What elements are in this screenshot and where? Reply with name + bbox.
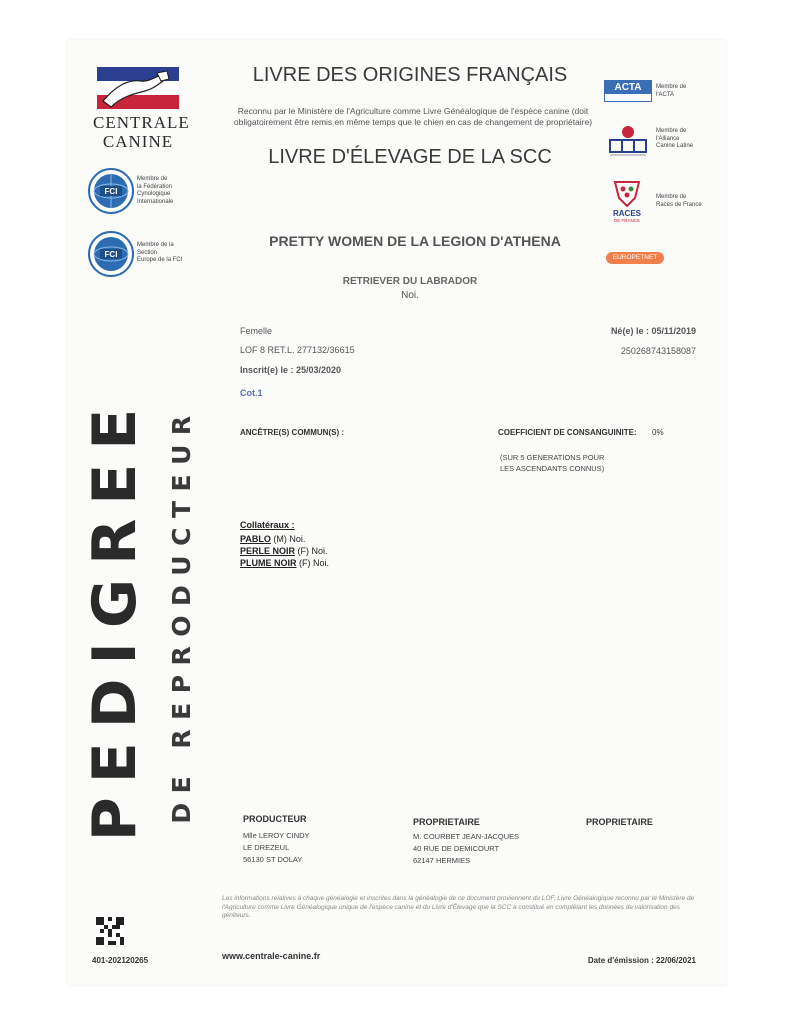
centrale-canine-logo-icon (97, 67, 179, 109)
fci-globe-icon (88, 168, 134, 214)
races-member-text: Membre de Races de France (656, 194, 702, 208)
qr-code-icon (96, 917, 124, 945)
second-owner-label: PROPRIETAIRE (586, 817, 653, 827)
alliance-canine-latine-icon (606, 124, 650, 158)
footer-disclaimer: Les informations relatives à chaque généalogie et inscrites dans la généalogie de ce document proviennent du LOF, Livre Généalogique reconnu par le Ministère de l'Agriculture comme Livre Généalogique unique de l'espèce canine et du Livre d'Élevage que la SCC a constitué en complétant les données de valorisation des géniteurs. (222, 895, 695, 919)
document-id: 401-202120265 (92, 956, 149, 965)
recognition-text: Reconnu par le Ministère de l'Agriculture comme Livre Généalogique de l'espèce canine (doit obligatoirement être remis en même temps que le chien en cas de changement de propriétaire) (233, 106, 593, 127)
europetnet-badge: EUROPETNET (606, 252, 664, 264)
fci-member-text-1: Membre de la Fédération Cynologique Internationale (137, 176, 174, 205)
dog-registration-date: Inscrit(e) le : 25/03/2020 (240, 365, 342, 375)
fci-label-1: FCI (104, 187, 118, 196)
website-link[interactable]: www.centrale-canine.fr (222, 951, 321, 961)
reproducteur-vertical-title (155, 380, 200, 850)
fci-label-2: FCI (104, 250, 118, 259)
pedigree-vertical-text: PEDIGREE (80, 394, 150, 842)
owner-label: PROPRIETAIRE (413, 817, 480, 827)
collaterals-list (240, 533, 329, 569)
common-ancestors-label: ANCÊTRE(S) COMMUN(S) : (240, 428, 344, 437)
list-item: PABLO (M) Noi. (240, 534, 306, 544)
logo-text-line2: CANINE (102, 132, 174, 151)
dog-birth-date: Né(e) le : 05/11/2019 (610, 326, 696, 336)
fci-member-text-2: Membre de la Section Europe de la FCI (137, 242, 183, 263)
acta-member-text: Membre de l'ACTA (656, 84, 687, 98)
document-title: LIVRE DES ORIGINES FRANÇAIS (252, 64, 568, 86)
races-logo-subtext: DE FRANCE (613, 218, 640, 223)
logo-text-line1: CENTRALE (93, 113, 190, 132)
producer-address: Mlle LEROY CINDY LE DREZEUL 56130 ST DOLAY (243, 831, 310, 864)
collaterals-label: Collatéraux : (240, 520, 295, 530)
pedigree-vertical-title (80, 368, 150, 868)
issue-date: Date d'émission : 22/06/2021 (587, 956, 696, 965)
coefficient-label: COEFFICIENT DE CONSANGUINITE: (498, 428, 637, 437)
races-logo-text: RACES (612, 209, 641, 218)
fci-europe-icon (88, 231, 134, 277)
dog-name: PRETTY WOMEN DE LA LEGION D'ATHENA (269, 233, 561, 249)
reproducteur-vertical-text: DE REPRODUCTEUR (167, 406, 196, 824)
producer-label: PRODUCTEUR (243, 814, 307, 824)
list-item: PLUME NOIR (F) Noi. (240, 558, 330, 568)
races-de-france-icon (612, 180, 642, 208)
alliance-member-text: Membre de l'Alliance Canine Latine (656, 128, 694, 149)
acta-logo-icon: ACTA (604, 80, 652, 102)
dog-breed: RETRIEVER DU LABRADOR (342, 276, 478, 287)
dog-color: Noi. (401, 290, 419, 301)
coefficient-note: (SUR 5 GENERATIONS POUR LES ASCENDANTS CONNUS) (500, 453, 605, 473)
list-item: PERLE NOIR (F) Noi. (240, 546, 328, 556)
dog-sex: Femelle (240, 326, 273, 336)
owner-address: M. COURBET JEAN-JACQUES 40 RUE DE DEMICOURT 62147 HERMIES (413, 832, 520, 865)
dog-lof-number: LOF 8 RET.L. 277132/36615 (240, 345, 355, 355)
dog-chip-number: 250268743158087 (620, 346, 696, 356)
dog-cotation: Cot.1 (240, 388, 263, 398)
coefficient-value: 0% (652, 428, 664, 437)
document-subtitle: LIVRE D'ÉLEVAGE DE LA SCC (268, 146, 552, 168)
